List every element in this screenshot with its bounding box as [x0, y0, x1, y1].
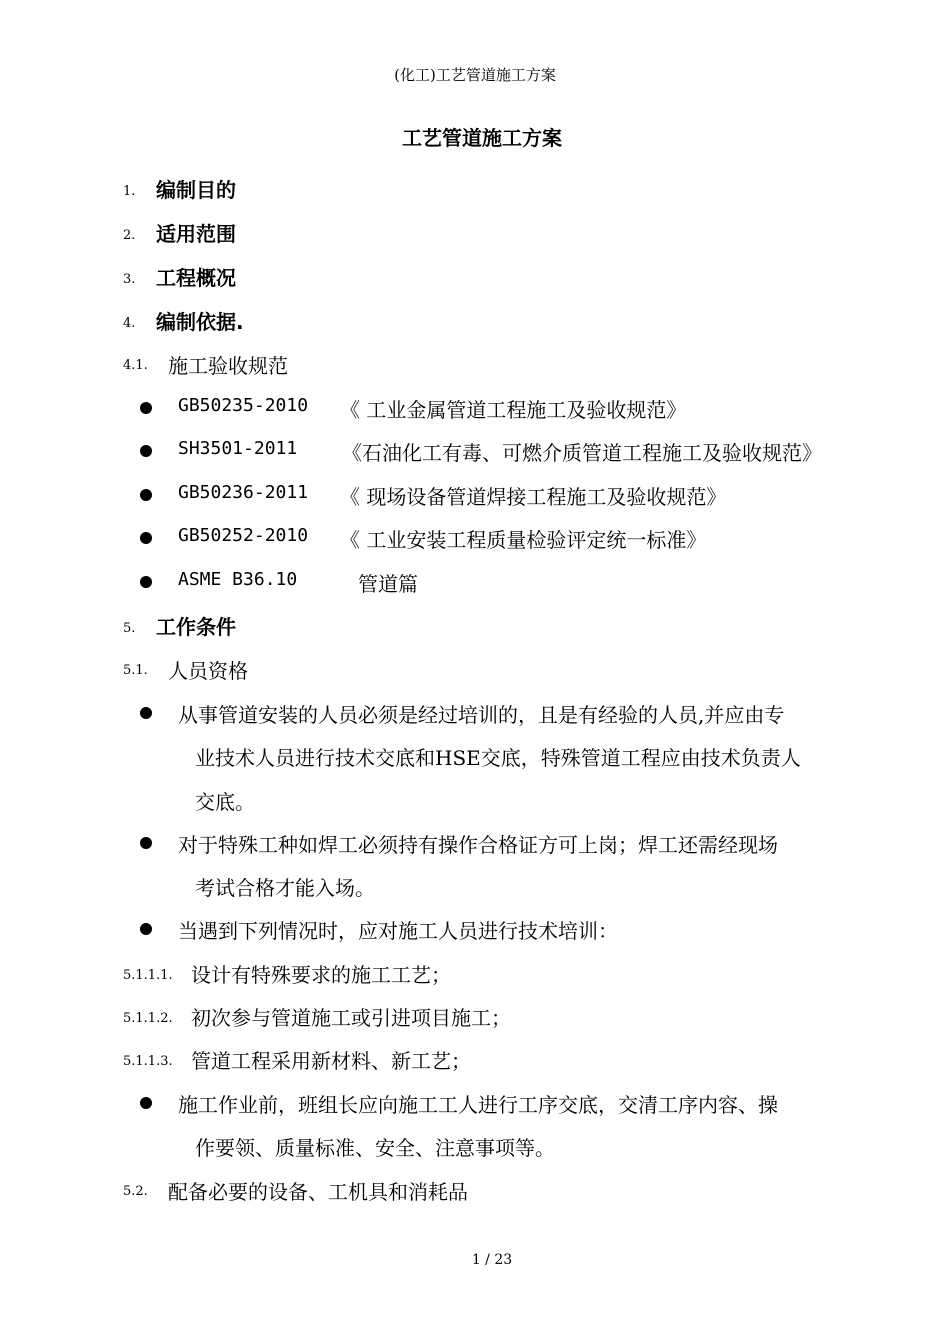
- bullet-icon: [140, 489, 152, 501]
- bullet-icon: [140, 837, 152, 849]
- bullet-icon: [140, 402, 152, 414]
- section-title: 配备必要的设备、工机具和消耗品: [168, 1180, 468, 1204]
- item-number: 5.1.1.1.: [123, 968, 173, 983]
- bullet-icon: [140, 923, 152, 935]
- section-title: 编制目的: [156, 178, 236, 202]
- reference-title: 《 现场设备管道焊接工程施工及验收规范》: [340, 485, 727, 509]
- reference-title: 《 工业金属管道工程施工及验收规范》: [340, 398, 687, 422]
- paragraph-line: 业技术人员进行技术交底和HSE交底，特殊管道工程应由技术负责人: [195, 746, 801, 770]
- paragraph-line: 考试合格才能入场。: [195, 876, 375, 900]
- section-title: 工作条件: [156, 615, 236, 639]
- item-text: 管道工程采用新材料、新工艺；: [191, 1049, 471, 1073]
- item-number: 5.1.1.2.: [123, 1011, 173, 1026]
- reference-code: GB50236-2011: [178, 482, 309, 503]
- section-number: 5.2.: [123, 1184, 148, 1199]
- section-title: 适用范围: [156, 222, 236, 246]
- section-title: 施工验收规范: [168, 354, 288, 378]
- item-number: 5.1.1.3.: [123, 1054, 173, 1069]
- reference-title: 《石油化工有毒、可燃介质管道工程施工及验收规范》: [342, 441, 822, 465]
- section-number: 2.: [123, 228, 136, 243]
- bullet-icon: [140, 576, 152, 588]
- bullet-icon: [140, 707, 152, 719]
- paragraph-line: 从事管道安装的人员必须是经过培训的，且是有经验的人员,并应由专: [178, 703, 785, 727]
- document-title: 工艺管道施工方案: [402, 126, 562, 150]
- reference-code: GB50235-2010: [178, 395, 309, 416]
- item-text: 设计有特殊要求的施工工艺；: [191, 963, 451, 987]
- item-text: 初次参与管道施工或引进项目施工；: [191, 1006, 511, 1030]
- paragraph-line: 当遇到下列情况时，应对施工人员进行技术培训：: [178, 919, 618, 943]
- paragraph-line: 作要领、质量标准、安全、注意事项等。: [195, 1136, 555, 1160]
- bullet-icon: [140, 532, 152, 544]
- section-number: 1.: [123, 184, 136, 199]
- paragraph-line: 对于特殊工种如焊工必须持有操作合格证方可上岗；焊工还需经现场: [178, 833, 778, 857]
- section-number: 4.: [123, 316, 136, 331]
- section-number: 3.: [123, 272, 136, 287]
- bullet-icon: [140, 1097, 152, 1109]
- section-number: 4.1.: [123, 358, 148, 373]
- section-title: 人员资格: [168, 659, 248, 683]
- section-title: 工程概况: [156, 266, 236, 290]
- paragraph-line: 施工作业前，班组长应向施工工人进行工序交底，交清工序内容、操: [178, 1093, 778, 1117]
- section-number: 5.1.: [123, 663, 148, 678]
- running-header: (化工)工艺管道施工方案: [394, 66, 556, 84]
- page-number: 1 / 23: [471, 1252, 513, 1268]
- reference-title: 《 工业安装工程质量检验评定统一标准》: [340, 528, 707, 552]
- reference-code: ASME B36.10: [178, 569, 298, 590]
- reference-code: SH3501-2011: [178, 438, 298, 459]
- section-number: 5.: [123, 621, 136, 636]
- reference-title: 管道篇: [358, 572, 418, 596]
- paragraph-line: 交底。: [195, 790, 255, 814]
- section-title: 编制依据.: [156, 310, 244, 334]
- bullet-icon: [140, 445, 152, 457]
- reference-code: GB50252-2010: [178, 525, 309, 546]
